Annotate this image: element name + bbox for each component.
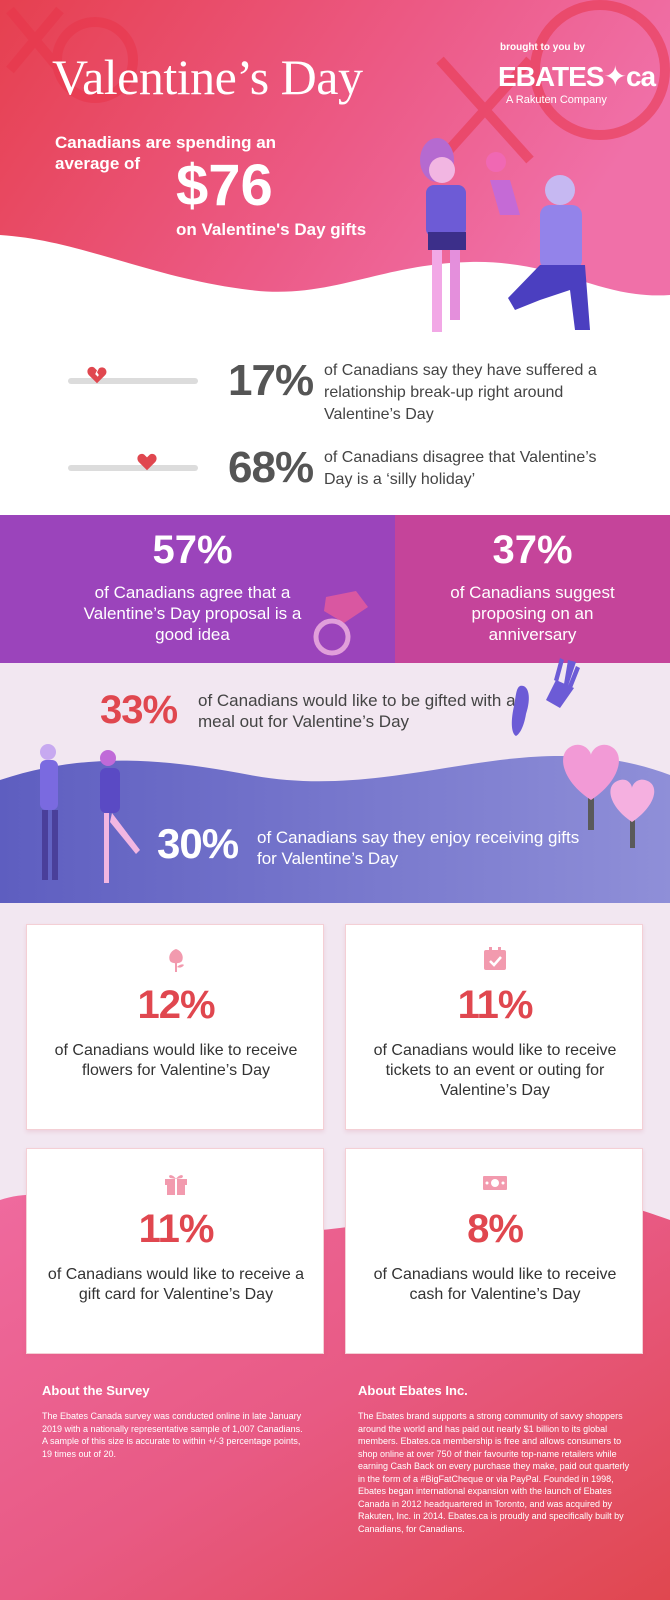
hero-outro-text: on Valentine's Day gifts [176,220,367,239]
card-value: 11% [138,1207,214,1251]
about-ebates-heading: About Ebates Inc. [358,1383,468,1398]
card-text: of Canadians would like to receive a gift card for Valentine’s Day [47,1266,305,1303]
heart-icon [136,451,158,473]
meal-value: 33% [100,688,178,732]
card-value: 12% [137,983,215,1027]
survey-heading: About the Survey [42,1383,150,1398]
average-spend-value: $76 [176,153,273,218]
card-text: of Canadians would like to receive flowers for Valentine’s Day [54,1042,298,1079]
brought-by-label: brought to you by [500,42,585,53]
proposal-good-idea-text: of Canadians agree that a Valentine’s Day proposal is a good idea [83,583,302,644]
stat-text: of Canadians say they have suffered a relationship break-up right around Valentine’s Day [324,362,597,423]
survey-text: The Ebates Canada survey was conducted online in late January 2019 with a nationally representative sample of 1,007 Canadians. A sample of this size is accurate to within +/-3 percentage points, 19 times out of 20. [42,1411,303,1459]
card-text: of Canadians would like to receive tickets to an event or outing for Valentine’s Day [373,1042,617,1099]
broken-heart-icon [86,364,108,386]
gifts-value: 30% [157,820,239,867]
stat-value: 68% [228,443,314,492]
stat-row-breakup [0,350,670,423]
stat-track [68,465,198,471]
card-value: 8% [467,1207,523,1251]
cash-icon [481,1169,509,1197]
proposal-good-idea-value: 57% [152,528,233,572]
cutlery-icon [508,656,598,746]
card-tickets [345,924,643,1130]
ebates-logo[interactable]: EBATES✦ca [498,61,656,92]
calendar-icon [481,945,509,973]
page-title: Valentine’s Day [52,49,363,105]
hero-section [0,0,670,345]
ring-icon [312,585,372,665]
about-ebates-text: The Ebates brand supports a strong community of savvy shoppers around the world and has paid out nearly $1 billion to its global members. Ebates.ca membership is free and allows consumers to shop online at over 750 of their favourite top-name retailers while earning Cash Back on every purchase they make, paid out quarterly in the form of a #BigFatCheque or via PayPal. Founded in 1998, Ebates began international expansion with the launch of Ebates Canada in 2012 headquartered in Toronto, and was acquired by Rakuten, Inc. in 2014. Ebates.ca is proudly and specifically built by Canadians, for Canadians. [358,1411,630,1534]
card-text: of Canadians would like to receive cash for Valentine’s Day [373,1266,617,1303]
stat-value: 17% [228,356,314,405]
rakuten-tagline: A Rakuten Company [506,94,607,106]
gifts-wave-background [0,740,670,905]
card-gift-card [26,1148,324,1354]
card-flowers [26,924,324,1130]
stat-row-silly-holiday [0,437,670,507]
gifts-text: of Canadians say they enjoy receiving gifts for Valentine’s Day [257,828,580,868]
gift-icon [162,1169,190,1197]
flower-icon [162,945,190,973]
card-cash [345,1148,643,1354]
stat-text: of Canadians disagree that Valentine’s Day is a ‘silly holiday’ [324,449,597,488]
meal-text: of Canadians would like to be gifted with a meal out for Valentine’s Day [198,691,516,731]
proposal-anniversary-value: 37% [492,528,573,572]
hero-intro-text: Canadians are spending an average of [55,133,277,173]
card-value: 11% [457,983,533,1027]
proposal-anniversary-text: of Canadians suggest proposing on an anniversary [450,583,615,644]
